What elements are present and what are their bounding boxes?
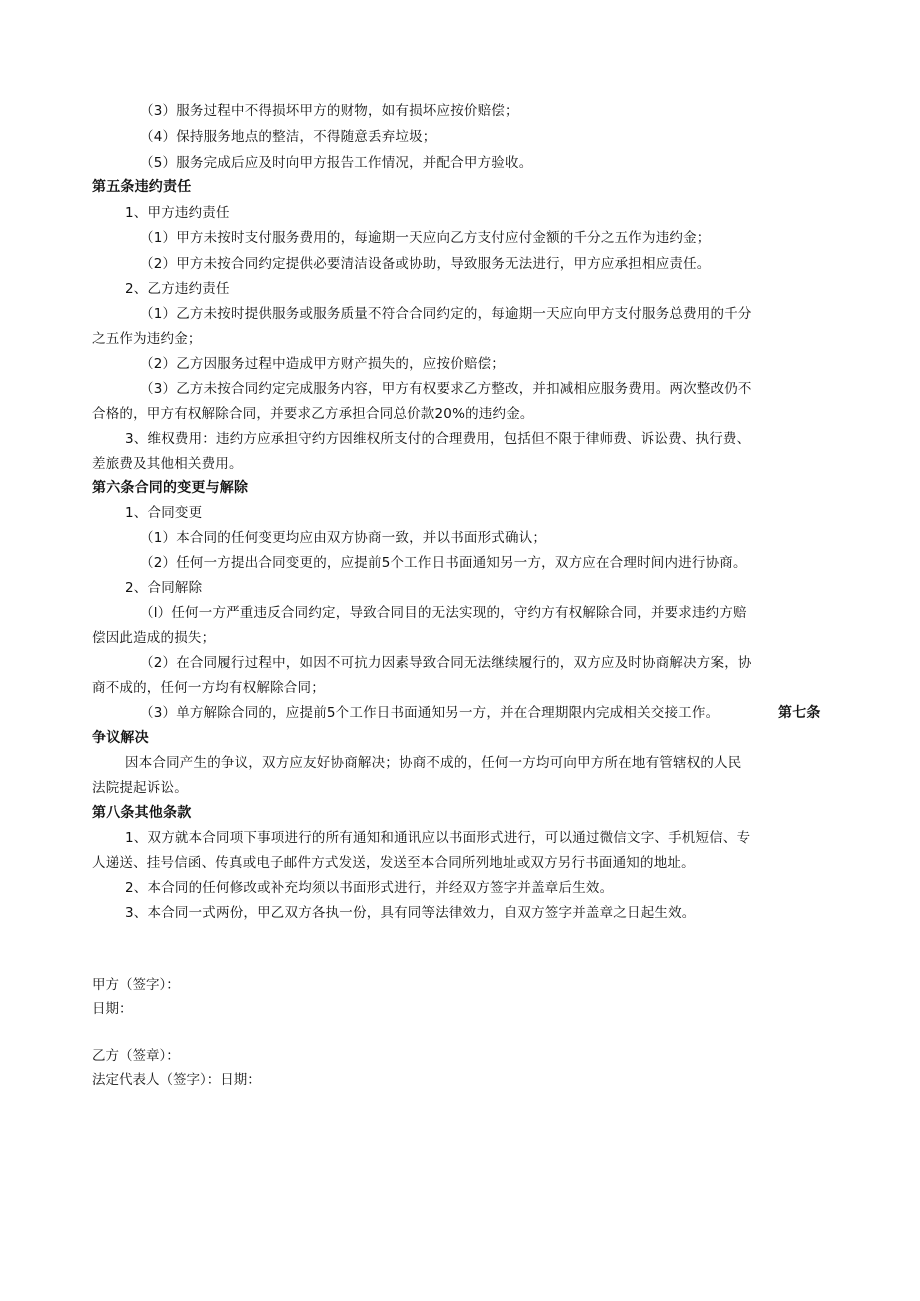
clause-text: （1）甲方未按时支付服务费用的，每逾期一天应向乙方支付应付金额的千分之五作为违约金；: [140, 230, 711, 246]
clause-text: （2）在合同履行过程中，如因不可抗力因素导致合同无法继续履行的，双方应及时协商解决方案，协: [140, 655, 752, 671]
clause-text: （3）乙方未按合同约定完成服务内容，甲方有权要求乙方整改，并扣减相应服务费用。两次整改仍不: [140, 381, 752, 397]
clause-text: 2、本合同的任何修改或补充均须以书面形式进行，并经双方签字并盖章后生效。: [125, 880, 614, 896]
clause-text: （1）本合同的任何变更均应由双方协商一致，并以书面形式确认；: [140, 530, 547, 546]
clause-text-continued: 差旅费及其他相关费用。: [92, 456, 243, 472]
clause-text: （2）甲方未按合同约定提供必要清洁设备或协助，导致服务无法进行，甲方应承担相应责任。: [140, 256, 711, 272]
clause-text: （l）任何一方严重违反合同约定，导致合同目的无法实现的，守约方有权解除合同，并要求违约方赔: [140, 605, 747, 621]
clause-text: 3、本合同一式两份，甲乙双方各执一份，具有同等法律效力，自双方签字并盖章之日起生效。: [125, 905, 696, 921]
section-heading: 争议解决: [92, 730, 149, 746]
clause-text: （2）乙方因服务过程中造成甲方财产损失的，应按价赔偿；: [140, 356, 505, 372]
party-a-signature-label: 甲方（签字）：: [92, 977, 180, 993]
section-heading: 第六条合同的变更与解除: [92, 480, 249, 496]
clause-text-continued: 合格的，甲方有权解除合同，并要求乙方承担合同总价款20%的违约金。: [92, 406, 534, 422]
clause-text: （3）单方解除合同的，应提前5个工作日书面通知另一方，并在合理期限内完成相关交接工作。: [140, 705, 720, 721]
section-heading: 第五条违约责任: [92, 179, 192, 195]
subsection-title: 2、乙方违约责任: [125, 281, 230, 297]
clause-text: 1、双方就本合同项下事项进行的所有通知和通讯应以书面形式进行，可以通过微信文字、手机短信、专: [125, 830, 751, 846]
section-heading: 第八条其他条款: [92, 805, 192, 821]
clause-text: 3、维权费用：违约方应承担守约方因维权所支付的合理费用，包括但不限于律师费、诉讼费、执行费、: [125, 431, 751, 447]
clause-text-continued: 人递送、挂号信函、传真或电子邮件方式发送，发送至本合同所列地址或双方另行书面通知的地址。: [92, 855, 695, 871]
clause-text: （1）乙方未按时提供服务或服务质量不符合合同约定的，每逾期一天应向甲方支付服务总费用的千分: [140, 306, 752, 322]
section-heading: 第七条: [778, 705, 821, 721]
clause-text: （3）服务过程中不得损坏甲方的财物，如有损坏应按价赔偿；: [140, 103, 519, 119]
clause-text: （5）服务完成后应及时向甲方报告工作情况，并配合甲方验收。: [140, 155, 533, 171]
clause-text: 因本合同产生的争议，双方应友好协商解决；协商不成的，任何一方均可向甲方所在地有管辖权的人民: [125, 755, 742, 771]
subsection-title: 1、甲方违约责任: [125, 205, 230, 221]
clause-text-continued: 之五作为违约金；: [92, 331, 202, 347]
subsection-title: 2、合同解除: [125, 580, 203, 596]
clause-text-continued: 偿因此造成的损失；: [92, 630, 216, 646]
clause-text: （2）任何一方提出合同变更的，应提前5个工作日书面通知另一方，双方应在合理时间内进行协商。: [140, 555, 747, 571]
clause-text: （4）保持服务地点的整洁，不得随意丢弃垃圾；: [140, 129, 437, 145]
party-b-seal-label: 乙方（签章）：: [92, 1048, 180, 1064]
subsection-title: 1、合同变更: [125, 505, 203, 521]
legal-rep-signature-date-label: 法定代表人（签字）：日期：: [92, 1072, 261, 1088]
clause-text-continued: 法院提起诉讼。: [92, 780, 188, 796]
clause-text-continued: 商不成的，任何一方均有权解除合同；: [92, 680, 325, 696]
party-a-date-label: 日期：: [92, 1001, 133, 1017]
